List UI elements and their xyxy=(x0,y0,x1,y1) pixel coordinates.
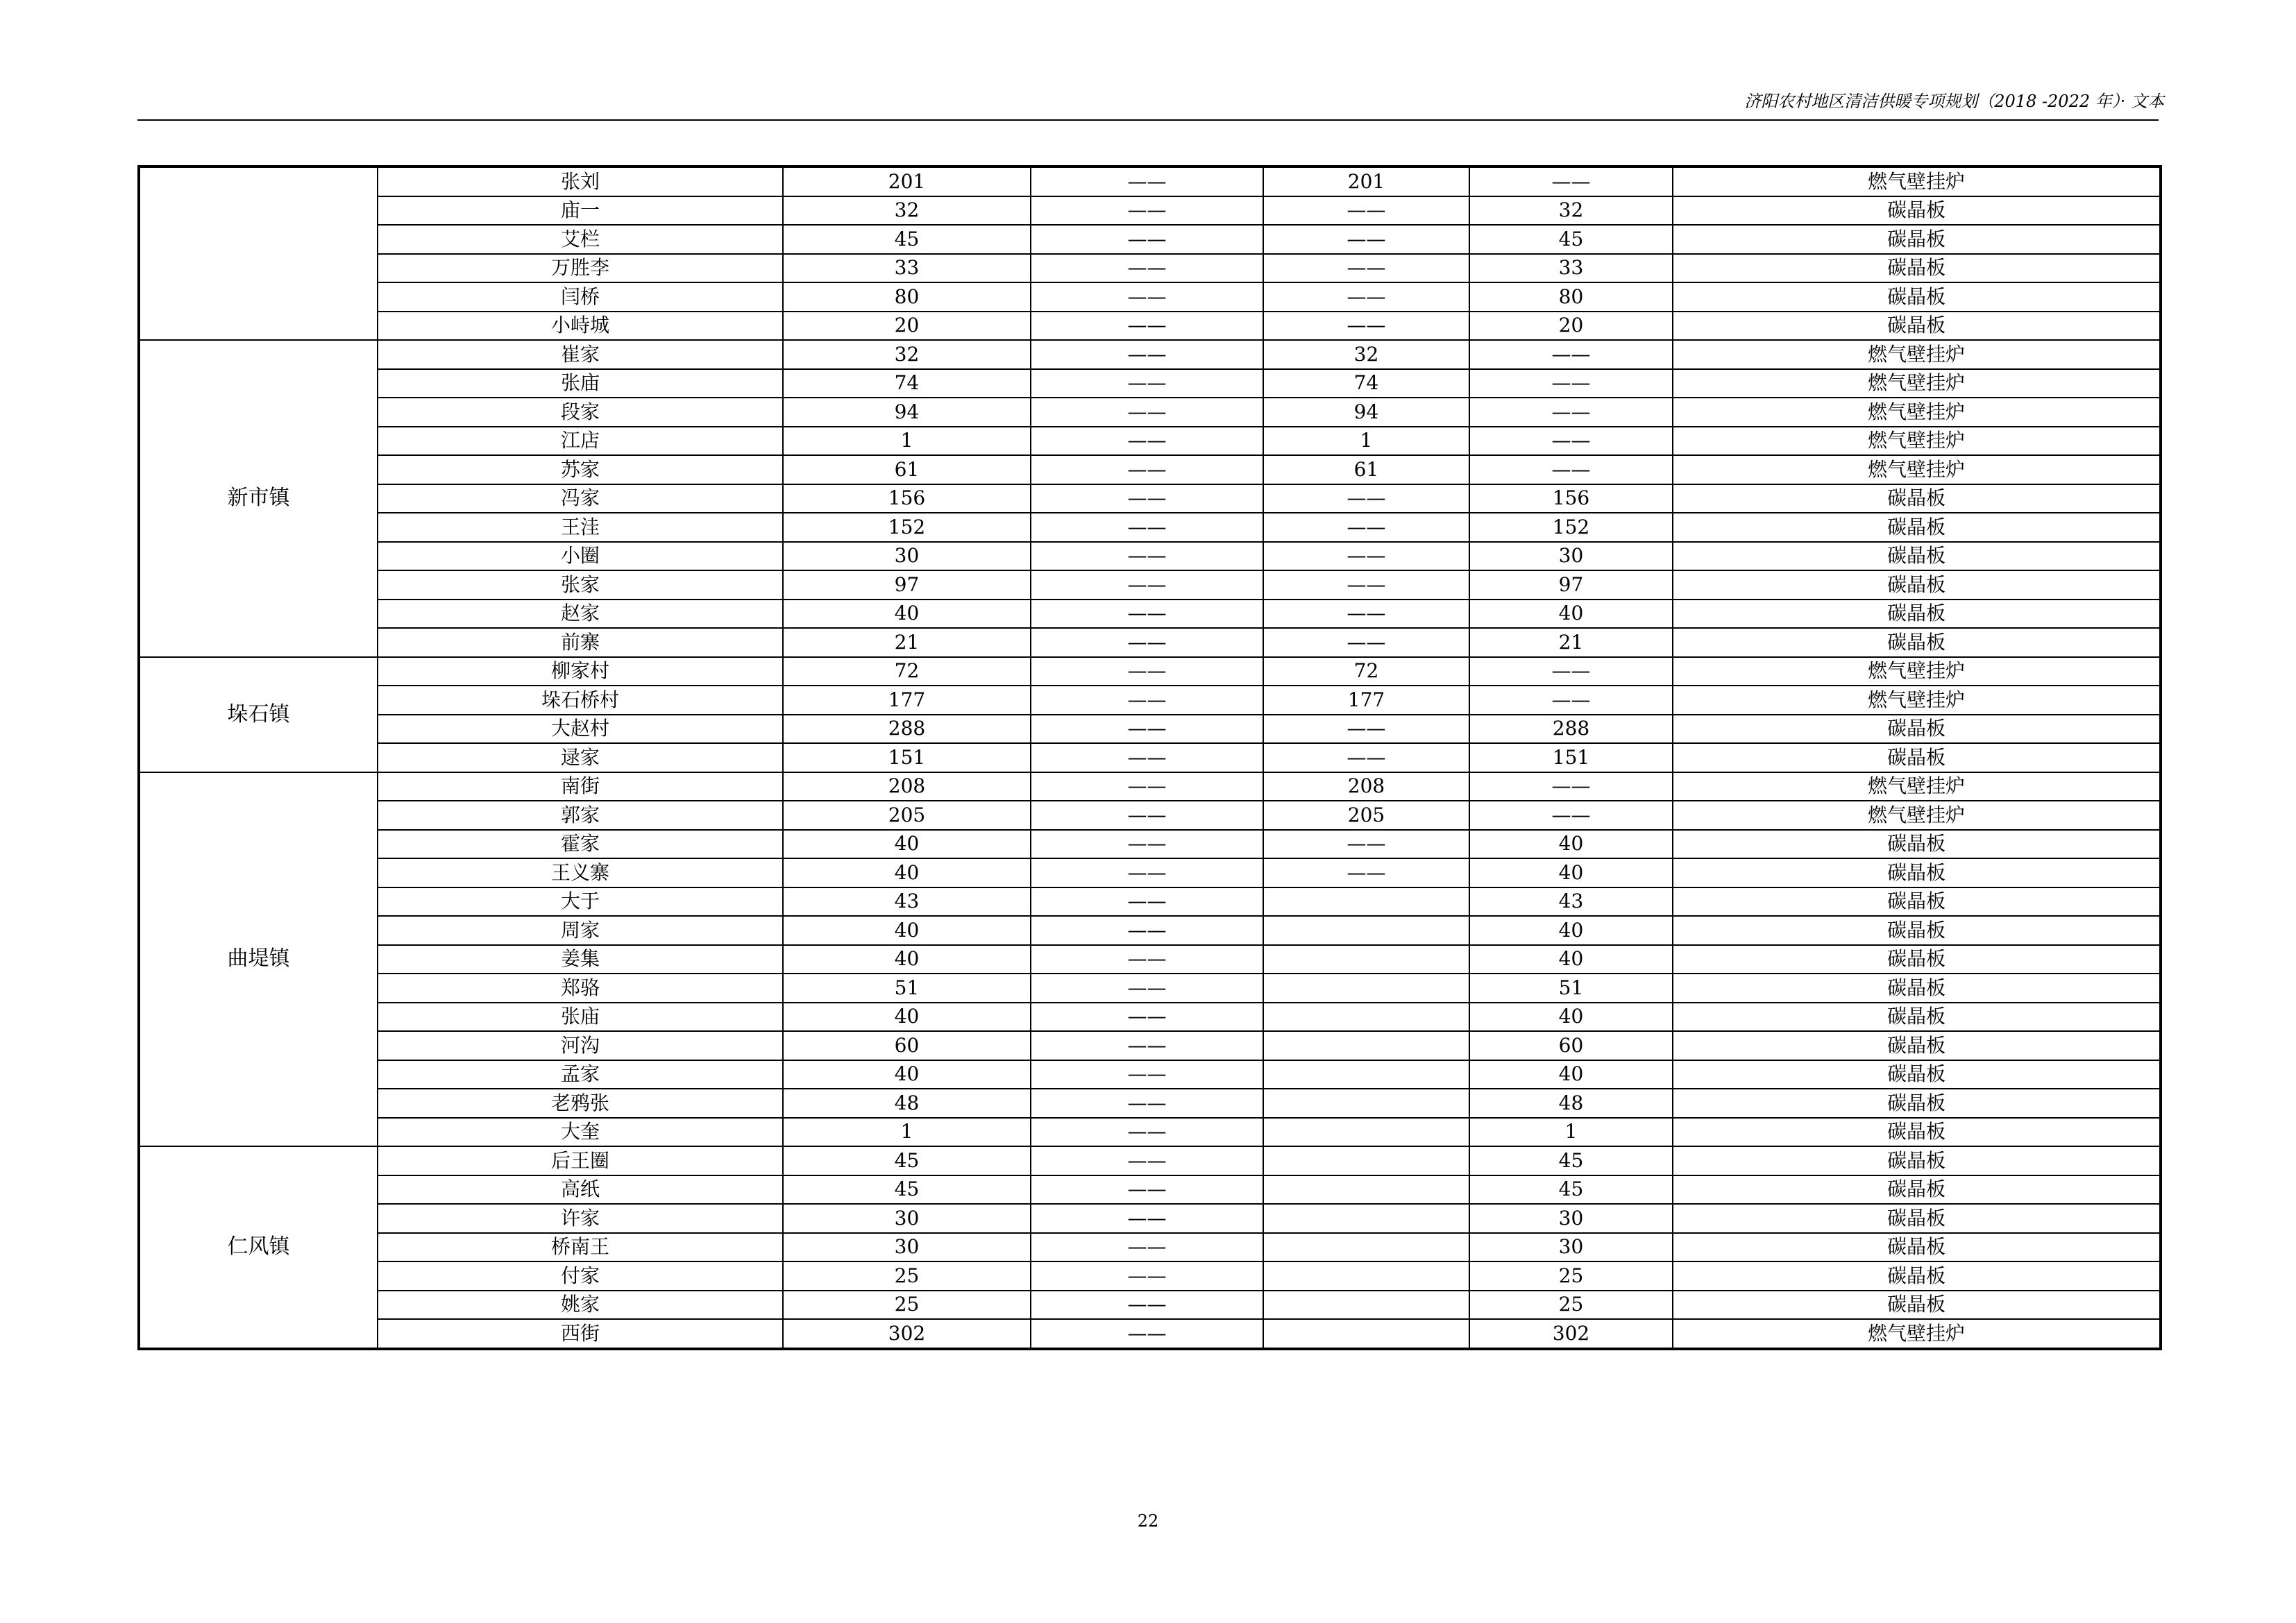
village-cell: 赵家 xyxy=(378,600,783,629)
count-cell: 25 xyxy=(783,1291,1031,1320)
col3-cell: —— xyxy=(1031,513,1263,542)
col3-cell: —— xyxy=(1031,743,1263,772)
col5-cell: 40 xyxy=(1469,1003,1673,1032)
col5-cell: 40 xyxy=(1469,858,1673,887)
method-cell: 燃气壁挂炉 xyxy=(1673,369,2161,398)
table-row xyxy=(139,225,2161,254)
village-cell: 西街 xyxy=(378,1319,783,1349)
col3-cell: —— xyxy=(1031,858,1263,887)
village-cell: 付家 xyxy=(378,1261,783,1291)
method-cell: 碳晶板 xyxy=(1673,484,2161,513)
method-cell: 碳晶板 xyxy=(1673,1261,2161,1291)
method-cell: 燃气壁挂炉 xyxy=(1673,686,2161,715)
table-row xyxy=(139,312,2161,341)
col3-cell: —— xyxy=(1031,282,1263,312)
method-cell: 燃气壁挂炉 xyxy=(1673,657,2161,686)
col3-cell: —— xyxy=(1031,887,1263,917)
running-header: 济阳农村地区清洁供暖专项规划（2018 -2022 年）· 文本 xyxy=(1744,92,2164,111)
col4-cell: —— xyxy=(1263,196,1469,226)
col3-cell: —— xyxy=(1031,830,1263,859)
count-cell: 97 xyxy=(783,570,1031,600)
method-cell: 碳晶板 xyxy=(1673,513,2161,542)
col4-cell xyxy=(1263,1003,1469,1032)
col3-cell: —— xyxy=(1031,686,1263,715)
col5-cell: 51 xyxy=(1469,974,1673,1003)
method-cell: 燃气壁挂炉 xyxy=(1673,427,2161,456)
count-cell: 45 xyxy=(783,225,1031,254)
col3-cell: —— xyxy=(1031,600,1263,629)
col4-cell xyxy=(1263,1089,1469,1118)
table-row xyxy=(139,1089,2161,1118)
count-cell: 43 xyxy=(783,887,1031,917)
col5-cell: 48 xyxy=(1469,1089,1673,1118)
col3-cell: —— xyxy=(1031,398,1263,427)
col4-cell: —— xyxy=(1263,542,1469,571)
count-cell: 32 xyxy=(783,196,1031,226)
method-cell: 碳晶板 xyxy=(1673,1175,2161,1205)
col5-cell: —— xyxy=(1469,369,1673,398)
village-cell: 艾栏 xyxy=(378,225,783,254)
village-cell: 冯家 xyxy=(378,484,783,513)
col3-cell: —— xyxy=(1031,916,1263,945)
col3-cell: —— xyxy=(1031,225,1263,254)
village-cell: 逯家 xyxy=(378,743,783,772)
method-cell: 碳晶板 xyxy=(1673,1118,2161,1147)
col3-cell: —— xyxy=(1031,484,1263,513)
table-row xyxy=(139,657,2161,686)
table-row xyxy=(139,1261,2161,1291)
col3-cell: —— xyxy=(1031,254,1263,283)
count-cell: 45 xyxy=(783,1175,1031,1205)
col5-cell: 151 xyxy=(1469,743,1673,772)
town-cell: 仁风镇 xyxy=(139,1146,378,1349)
heating-plan-table xyxy=(137,165,2162,1350)
village-cell: 姚家 xyxy=(378,1291,783,1320)
village-cell: 段家 xyxy=(378,398,783,427)
col4-cell: —— xyxy=(1263,743,1469,772)
table-row xyxy=(139,1319,2161,1349)
col5-cell: 302 xyxy=(1469,1319,1673,1349)
table-row xyxy=(139,1291,2161,1320)
col3-cell: —— xyxy=(1031,312,1263,341)
col4-cell: 177 xyxy=(1263,686,1469,715)
col5-cell: 32 xyxy=(1469,196,1673,226)
table-row xyxy=(139,455,2161,484)
col3-cell: —— xyxy=(1031,1291,1263,1320)
count-cell: 40 xyxy=(783,1060,1031,1089)
col3-cell: —— xyxy=(1031,1031,1263,1060)
village-cell: 后王圈 xyxy=(378,1146,783,1175)
table-row xyxy=(139,427,2161,456)
count-cell: 72 xyxy=(783,657,1031,686)
col5-cell: 97 xyxy=(1469,570,1673,600)
col3-cell: —— xyxy=(1031,1118,1263,1147)
count-cell: 302 xyxy=(783,1319,1031,1349)
col4-cell: —— xyxy=(1263,715,1469,744)
col3-cell: —— xyxy=(1031,657,1263,686)
village-cell: 霍家 xyxy=(378,830,783,859)
col4-cell: 208 xyxy=(1263,772,1469,801)
table-row xyxy=(139,858,2161,887)
col5-cell: 40 xyxy=(1469,916,1673,945)
table-row xyxy=(139,167,2161,196)
table-row xyxy=(139,974,2161,1003)
count-cell: 201 xyxy=(783,167,1031,196)
col3-cell: —— xyxy=(1031,167,1263,196)
table-row xyxy=(139,484,2161,513)
table-row xyxy=(139,600,2161,629)
col3-cell: —— xyxy=(1031,427,1263,456)
method-cell: 碳晶板 xyxy=(1673,887,2161,917)
col4-cell: —— xyxy=(1263,830,1469,859)
col4-cell: 72 xyxy=(1263,657,1469,686)
col5-cell: 21 xyxy=(1469,628,1673,657)
col4-cell xyxy=(1263,1291,1469,1320)
count-cell: 51 xyxy=(783,974,1031,1003)
table-row xyxy=(139,340,2161,369)
col3-cell: —— xyxy=(1031,340,1263,369)
col3-cell: —— xyxy=(1031,1089,1263,1118)
page-number: 22 xyxy=(1137,1511,1159,1531)
col4-cell: —— xyxy=(1263,513,1469,542)
col3-cell: —— xyxy=(1031,196,1263,226)
count-cell: 30 xyxy=(783,542,1031,571)
method-cell: 碳晶板 xyxy=(1673,858,2161,887)
count-cell: 94 xyxy=(783,398,1031,427)
method-cell: 碳晶板 xyxy=(1673,1146,2161,1175)
village-cell: 小圈 xyxy=(378,542,783,571)
table-row xyxy=(139,686,2161,715)
col3-cell: —— xyxy=(1031,1261,1263,1291)
col5-cell: —— xyxy=(1469,340,1673,369)
table-row xyxy=(139,1060,2161,1089)
village-cell: 郭家 xyxy=(378,801,783,830)
table-row xyxy=(139,282,2161,312)
table-row xyxy=(139,916,2161,945)
table-row xyxy=(139,254,2161,283)
col5-cell: 20 xyxy=(1469,312,1673,341)
count-cell: 40 xyxy=(783,858,1031,887)
col4-cell: —— xyxy=(1263,282,1469,312)
village-cell: 小峙城 xyxy=(378,312,783,341)
col5-cell: 45 xyxy=(1469,225,1673,254)
count-cell: 40 xyxy=(783,1003,1031,1032)
method-cell: 碳晶板 xyxy=(1673,196,2161,226)
table-row xyxy=(139,1175,2161,1205)
town-cell xyxy=(139,167,378,340)
method-cell: 燃气壁挂炉 xyxy=(1673,772,2161,801)
count-cell: 205 xyxy=(783,801,1031,830)
col4-cell xyxy=(1263,1233,1469,1262)
count-cell: 60 xyxy=(783,1031,1031,1060)
col5-cell: —— xyxy=(1469,686,1673,715)
method-cell: 碳晶板 xyxy=(1673,1089,2161,1118)
col5-cell: —— xyxy=(1469,801,1673,830)
method-cell: 碳晶板 xyxy=(1673,916,2161,945)
table-row xyxy=(139,743,2161,772)
col5-cell: —— xyxy=(1469,427,1673,456)
village-cell: 苏家 xyxy=(378,455,783,484)
village-cell: 河沟 xyxy=(378,1031,783,1060)
village-cell: 大奎 xyxy=(378,1118,783,1147)
method-cell: 碳晶板 xyxy=(1673,1291,2161,1320)
col4-cell: 32 xyxy=(1263,340,1469,369)
count-cell: 20 xyxy=(783,312,1031,341)
town-cell: 垛石镇 xyxy=(139,657,378,772)
table-row xyxy=(139,369,2161,398)
table-row xyxy=(139,196,2161,226)
method-cell: 碳晶板 xyxy=(1673,1031,2161,1060)
col3-cell: —— xyxy=(1031,1204,1263,1233)
col5-cell: —— xyxy=(1469,772,1673,801)
table-row xyxy=(139,945,2161,974)
table-row xyxy=(139,1233,2161,1262)
table-row xyxy=(139,628,2161,657)
count-cell: 30 xyxy=(783,1233,1031,1262)
col4-cell: 1 xyxy=(1263,427,1469,456)
col5-cell: 80 xyxy=(1469,282,1673,312)
col4-cell: —— xyxy=(1263,600,1469,629)
col5-cell: 1 xyxy=(1469,1118,1673,1147)
method-cell: 燃气壁挂炉 xyxy=(1673,167,2161,196)
col4-cell: —— xyxy=(1263,484,1469,513)
col5-cell: 30 xyxy=(1469,1233,1673,1262)
method-cell: 碳晶板 xyxy=(1673,312,2161,341)
count-cell: 208 xyxy=(783,772,1031,801)
method-cell: 燃气壁挂炉 xyxy=(1673,1319,2161,1349)
method-cell: 碳晶板 xyxy=(1673,1060,2161,1089)
col3-cell: —— xyxy=(1031,974,1263,1003)
method-cell: 碳晶板 xyxy=(1673,974,2161,1003)
table-row xyxy=(139,1031,2161,1060)
col3-cell: —— xyxy=(1031,1146,1263,1175)
count-cell: 152 xyxy=(783,513,1031,542)
col5-cell: 40 xyxy=(1469,945,1673,974)
col5-cell: —— xyxy=(1469,398,1673,427)
table-row xyxy=(139,570,2161,600)
village-cell: 大赵村 xyxy=(378,715,783,744)
village-cell: 高纸 xyxy=(378,1175,783,1205)
method-cell: 碳晶板 xyxy=(1673,715,2161,744)
method-cell: 碳晶板 xyxy=(1673,628,2161,657)
method-cell: 碳晶板 xyxy=(1673,570,2161,600)
col4-cell xyxy=(1263,1204,1469,1233)
col5-cell: —— xyxy=(1469,455,1673,484)
table-row xyxy=(139,801,2161,830)
col4-cell xyxy=(1263,974,1469,1003)
count-cell: 40 xyxy=(783,945,1031,974)
method-cell: 碳晶板 xyxy=(1673,282,2161,312)
village-cell: 垛石桥村 xyxy=(378,686,783,715)
col4-cell: —— xyxy=(1263,570,1469,600)
count-cell: 80 xyxy=(783,282,1031,312)
town-cell: 曲堤镇 xyxy=(139,772,378,1147)
table-row xyxy=(139,1204,2161,1233)
col3-cell: —— xyxy=(1031,628,1263,657)
village-cell: 庙一 xyxy=(378,196,783,226)
col4-cell: 201 xyxy=(1263,167,1469,196)
table-row xyxy=(139,772,2161,801)
col3-cell: —— xyxy=(1031,1003,1263,1032)
table-row xyxy=(139,398,2161,427)
method-cell: 碳晶板 xyxy=(1673,600,2161,629)
col5-cell: 30 xyxy=(1469,1204,1673,1233)
col4-cell: 94 xyxy=(1263,398,1469,427)
col4-cell xyxy=(1263,1261,1469,1291)
village-cell: 郑骆 xyxy=(378,974,783,1003)
method-cell: 碳晶板 xyxy=(1673,830,2161,859)
count-cell: 61 xyxy=(783,455,1031,484)
method-cell: 燃气壁挂炉 xyxy=(1673,801,2161,830)
village-cell: 万胜李 xyxy=(378,254,783,283)
col5-cell: —— xyxy=(1469,167,1673,196)
village-cell: 老鸦张 xyxy=(378,1089,783,1118)
method-cell: 碳晶板 xyxy=(1673,1204,2161,1233)
col4-cell xyxy=(1263,1060,1469,1089)
village-cell: 前寨 xyxy=(378,628,783,657)
col4-cell: —— xyxy=(1263,225,1469,254)
count-cell: 45 xyxy=(783,1146,1031,1175)
header-rule xyxy=(137,119,2159,121)
col4-cell: —— xyxy=(1263,312,1469,341)
col5-cell: 30 xyxy=(1469,542,1673,571)
village-cell: 许家 xyxy=(378,1204,783,1233)
count-cell: 40 xyxy=(783,830,1031,859)
village-cell: 王义寨 xyxy=(378,858,783,887)
col5-cell: 40 xyxy=(1469,830,1673,859)
method-cell: 燃气壁挂炉 xyxy=(1673,398,2161,427)
count-cell: 74 xyxy=(783,369,1031,398)
count-cell: 288 xyxy=(783,715,1031,744)
col5-cell: 40 xyxy=(1469,600,1673,629)
village-cell: 张刘 xyxy=(378,167,783,196)
col3-cell: —— xyxy=(1031,715,1263,744)
col3-cell: —— xyxy=(1031,1319,1263,1349)
table-row xyxy=(139,830,2161,859)
count-cell: 40 xyxy=(783,916,1031,945)
col5-cell: 40 xyxy=(1469,1060,1673,1089)
count-cell: 40 xyxy=(783,600,1031,629)
col5-cell: 43 xyxy=(1469,887,1673,917)
table-row xyxy=(139,1118,2161,1147)
col3-cell: —— xyxy=(1031,369,1263,398)
town-cell: 新市镇 xyxy=(139,340,378,657)
method-cell: 燃气壁挂炉 xyxy=(1673,455,2161,484)
col3-cell: —— xyxy=(1031,1175,1263,1205)
village-cell: 柳家村 xyxy=(378,657,783,686)
method-cell: 碳晶板 xyxy=(1673,1233,2161,1262)
village-cell: 张家 xyxy=(378,570,783,600)
col4-cell: 61 xyxy=(1263,455,1469,484)
village-cell: 闫桥 xyxy=(378,282,783,312)
col4-cell: —— xyxy=(1263,254,1469,283)
village-cell: 姜集 xyxy=(378,945,783,974)
table-row xyxy=(139,715,2161,744)
table-row xyxy=(139,513,2161,542)
village-cell: 桥南王 xyxy=(378,1233,783,1262)
village-cell: 周家 xyxy=(378,916,783,945)
table-row xyxy=(139,1146,2161,1175)
col4-cell xyxy=(1263,945,1469,974)
col3-cell: —— xyxy=(1031,1233,1263,1262)
method-cell: 燃气壁挂炉 xyxy=(1673,340,2161,369)
village-cell: 孟家 xyxy=(378,1060,783,1089)
table-row xyxy=(139,542,2161,571)
col5-cell: 25 xyxy=(1469,1291,1673,1320)
col4-cell xyxy=(1263,1118,1469,1147)
col5-cell: 33 xyxy=(1469,254,1673,283)
count-cell: 1 xyxy=(783,427,1031,456)
col4-cell xyxy=(1263,1031,1469,1060)
count-cell: 156 xyxy=(783,484,1031,513)
col4-cell xyxy=(1263,1319,1469,1349)
method-cell: 碳晶板 xyxy=(1673,945,2161,974)
count-cell: 177 xyxy=(783,686,1031,715)
col5-cell: 25 xyxy=(1469,1261,1673,1291)
count-cell: 30 xyxy=(783,1204,1031,1233)
col3-cell: —— xyxy=(1031,542,1263,571)
col4-cell xyxy=(1263,1146,1469,1175)
method-cell: 碳晶板 xyxy=(1673,225,2161,254)
table-row xyxy=(139,887,2161,917)
col4-cell xyxy=(1263,887,1469,917)
count-cell: 33 xyxy=(783,254,1031,283)
method-cell: 碳晶板 xyxy=(1673,254,2161,283)
col3-cell: —— xyxy=(1031,570,1263,600)
count-cell: 32 xyxy=(783,340,1031,369)
table-row xyxy=(139,1003,2161,1032)
count-cell: 48 xyxy=(783,1089,1031,1118)
col3-cell: —— xyxy=(1031,801,1263,830)
count-cell: 1 xyxy=(783,1118,1031,1147)
col3-cell: —— xyxy=(1031,1060,1263,1089)
col5-cell: 45 xyxy=(1469,1146,1673,1175)
col5-cell: 45 xyxy=(1469,1175,1673,1205)
method-cell: 碳晶板 xyxy=(1673,743,2161,772)
col3-cell: —— xyxy=(1031,455,1263,484)
col4-cell: 205 xyxy=(1263,801,1469,830)
col5-cell: —— xyxy=(1469,657,1673,686)
count-cell: 21 xyxy=(783,628,1031,657)
col3-cell: —— xyxy=(1031,772,1263,801)
count-cell: 25 xyxy=(783,1261,1031,1291)
col5-cell: 152 xyxy=(1469,513,1673,542)
village-cell: 王洼 xyxy=(378,513,783,542)
method-cell: 碳晶板 xyxy=(1673,1003,2161,1032)
village-cell: 大于 xyxy=(378,887,783,917)
col4-cell: —— xyxy=(1263,628,1469,657)
method-cell: 碳晶板 xyxy=(1673,542,2161,571)
village-cell: 崔家 xyxy=(378,340,783,369)
col5-cell: 288 xyxy=(1469,715,1673,744)
col4-cell xyxy=(1263,1175,1469,1205)
col3-cell: —— xyxy=(1031,945,1263,974)
village-cell: 张庙 xyxy=(378,1003,783,1032)
table-body xyxy=(139,167,2161,1349)
village-cell: 张庙 xyxy=(378,369,783,398)
col5-cell: 60 xyxy=(1469,1031,1673,1060)
village-cell: 江店 xyxy=(378,427,783,456)
col4-cell xyxy=(1263,916,1469,945)
col5-cell: 156 xyxy=(1469,484,1673,513)
col4-cell: 74 xyxy=(1263,369,1469,398)
col4-cell: —— xyxy=(1263,858,1469,887)
village-cell: 南街 xyxy=(378,772,783,801)
count-cell: 151 xyxy=(783,743,1031,772)
